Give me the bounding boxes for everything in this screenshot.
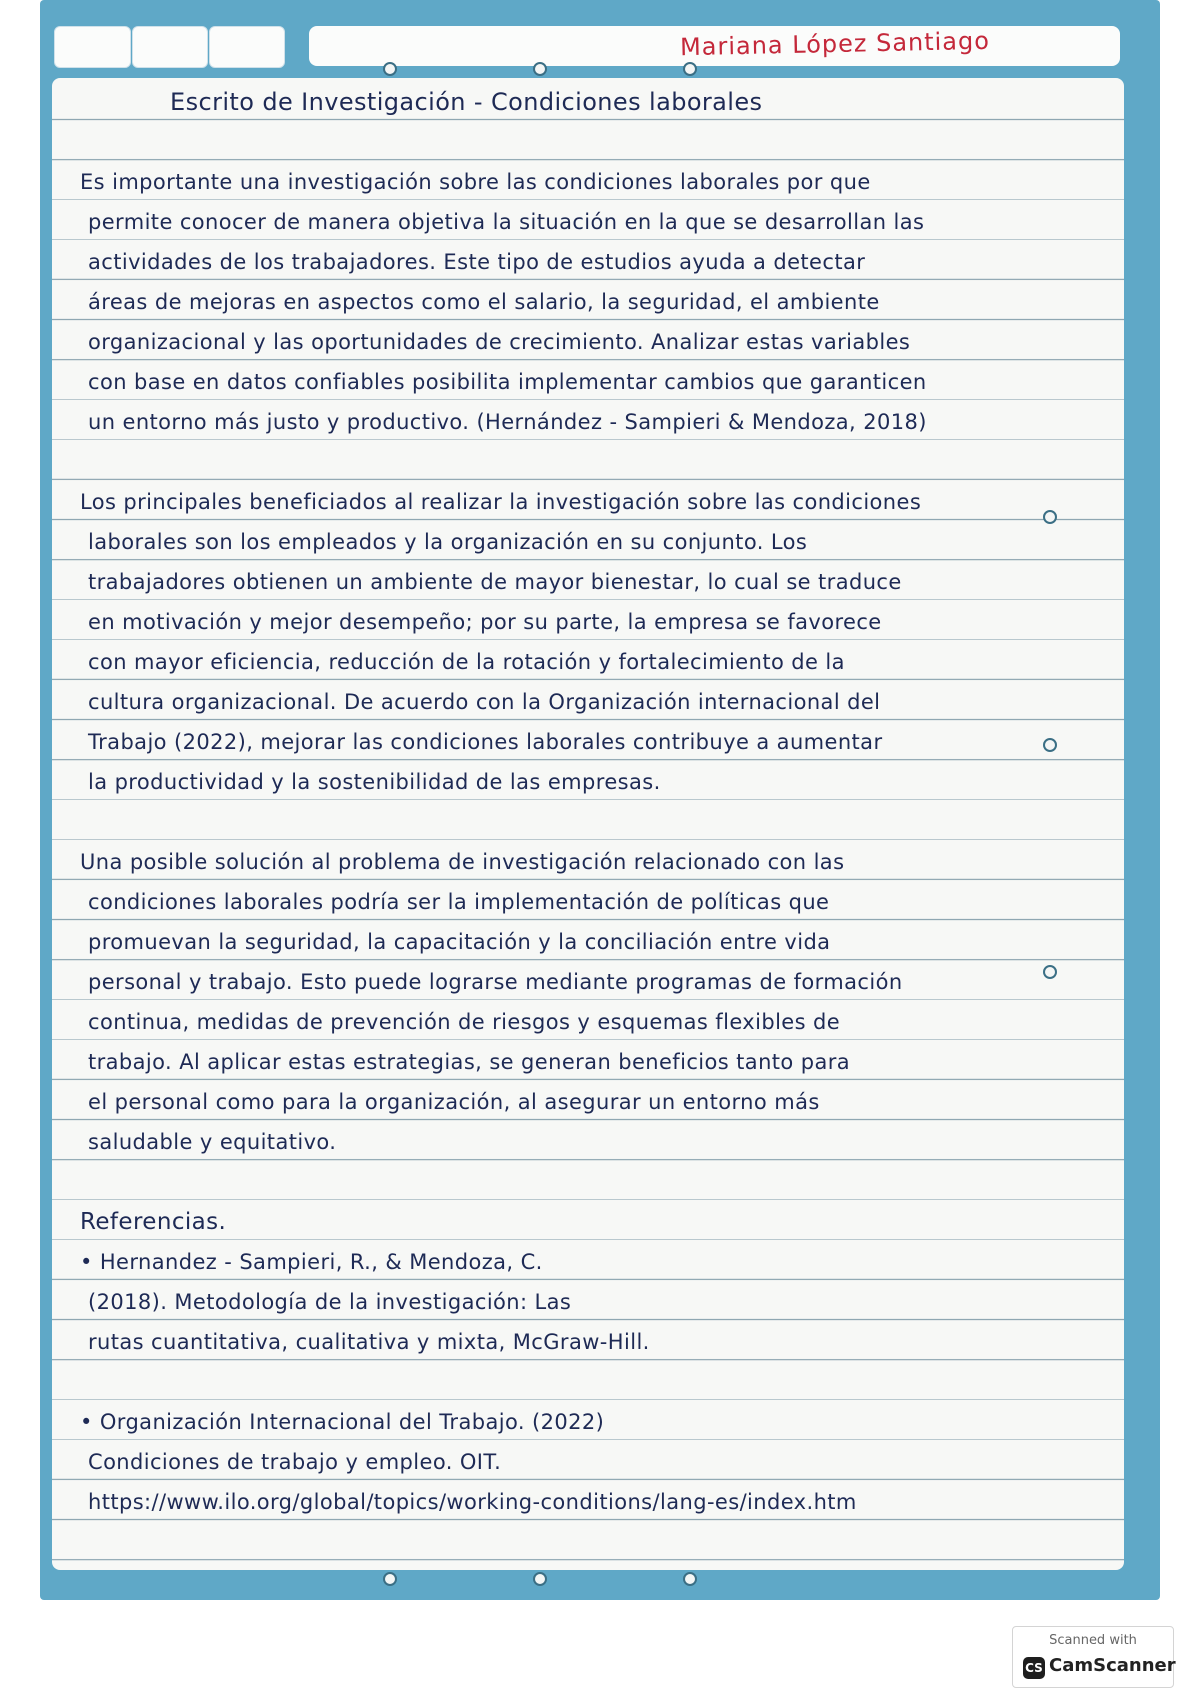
paragraph-line: la productividad y la sostenibilidad de las empresas. bbox=[88, 770, 661, 794]
reference-line: • Hernandez - Sampieri, R., & Mendoza, C. bbox=[80, 1250, 543, 1274]
binder-hole-icon bbox=[683, 62, 697, 76]
paragraph-line: Los principales beneficiados al realizar la investigación sobre las condiciones bbox=[80, 490, 922, 514]
paragraph-line: con mayor eficiencia, reducción de la rotación y fortalecimiento de la bbox=[88, 650, 845, 674]
binder-hole-icon bbox=[1043, 510, 1057, 524]
header-box bbox=[209, 26, 285, 68]
binder-hole-icon bbox=[533, 62, 547, 76]
paragraph-line: trabajadores obtienen un ambiente de mayor bienestar, lo cual se traduce bbox=[88, 570, 902, 594]
reference-line: rutas cuantitativa, cualitativa y mixta, McGraw-Hill. bbox=[88, 1330, 650, 1354]
references-title: Referencias. bbox=[80, 1209, 227, 1235]
reference-line: Condiciones de trabajo y empleo. OIT. bbox=[88, 1450, 502, 1474]
paragraph-line: Es importante una investigación sobre las condiciones laborales por que bbox=[80, 170, 871, 194]
author-name: Mariana López Santiago bbox=[679, 26, 991, 62]
binder-hole-icon bbox=[683, 1572, 697, 1586]
reference-line: • Organización Internacional del Trabajo. (2022) bbox=[80, 1410, 605, 1434]
paragraph-line: personal y trabajo. Esto puede lograrse mediante programas de formación bbox=[88, 970, 903, 994]
paragraph-line: promuevan la seguridad, la capacitación y la conciliación entre vida bbox=[88, 930, 831, 954]
header-box bbox=[132, 26, 208, 68]
paragraph-line: continua, medidas de prevención de riesgos y esquemas flexibles de bbox=[88, 1010, 841, 1034]
paragraph-line: en motivación y mejor desempeño; por su parte, la empresa se favorece bbox=[88, 610, 882, 634]
name-box bbox=[309, 26, 1120, 66]
paragraph-line: el personal como para la organización, al asegurar un entorno más bbox=[88, 1090, 820, 1114]
paragraph-line: Trabajo (2022), mejorar las condiciones laborales contribuye a aumentar bbox=[88, 730, 883, 754]
camscanner-badge bbox=[1012, 1626, 1174, 1688]
paragraph-line: laborales son los empleados y la organización en su conjunto. Los bbox=[88, 530, 808, 554]
paragraph-line: con base en datos confiables posibilita implementar cambios que garanticen bbox=[88, 370, 927, 394]
notebook-cover bbox=[40, 0, 1160, 1600]
reference-line: (2018). Metodología de la investigación: Las bbox=[88, 1290, 572, 1314]
header-box bbox=[54, 26, 131, 68]
lined-page bbox=[52, 78, 1124, 1570]
header-strip bbox=[54, 26, 1120, 66]
binder-hole-icon bbox=[383, 1572, 397, 1586]
paragraph-line: un entorno más justo y productivo. (Hernández - Sampieri & Mendoza, 2018) bbox=[88, 410, 927, 434]
paragraph-line: Una posible solución al problema de investigación relacionado con las bbox=[80, 850, 845, 874]
paragraph-line: condiciones laborales podría ser la implementación de políticas que bbox=[88, 890, 830, 914]
binder-hole-icon bbox=[383, 62, 397, 76]
binder-hole-icon bbox=[1043, 738, 1057, 752]
paragraph-line: saludable y equitativo. bbox=[88, 1130, 337, 1154]
camscanner-brand: CamScanner bbox=[1049, 1655, 1176, 1676]
scanned-with-label: Scanned with bbox=[1049, 1633, 1137, 1648]
reference-line: https://www.ilo.org/global/topics/working-conditions/lang-es/index.htm bbox=[88, 1490, 857, 1514]
camscanner-logo-icon: CS bbox=[1023, 1657, 1045, 1679]
document-title: Escrito de Investigación - Condiciones laborales bbox=[170, 88, 763, 116]
paragraph-line: trabajo. Al aplicar estas estrategias, se generan beneficios tanto para bbox=[88, 1050, 851, 1074]
paragraph-line: organizacional y las oportunidades de crecimiento. Analizar estas variables bbox=[88, 330, 911, 354]
paragraph-line: áreas de mejoras en aspectos como el salario, la seguridad, el ambiente bbox=[88, 290, 880, 314]
binder-hole-icon bbox=[1043, 965, 1057, 979]
paragraph-line: permite conocer de manera objetiva la situación en la que se desarrollan las bbox=[88, 210, 925, 234]
paragraph-line: actividades de los trabajadores. Este tipo de estudios ayuda a detectar bbox=[88, 250, 866, 274]
binder-hole-icon bbox=[533, 1572, 547, 1586]
paragraph-line: cultura organizacional. De acuerdo con la Organización internacional del bbox=[88, 690, 881, 714]
